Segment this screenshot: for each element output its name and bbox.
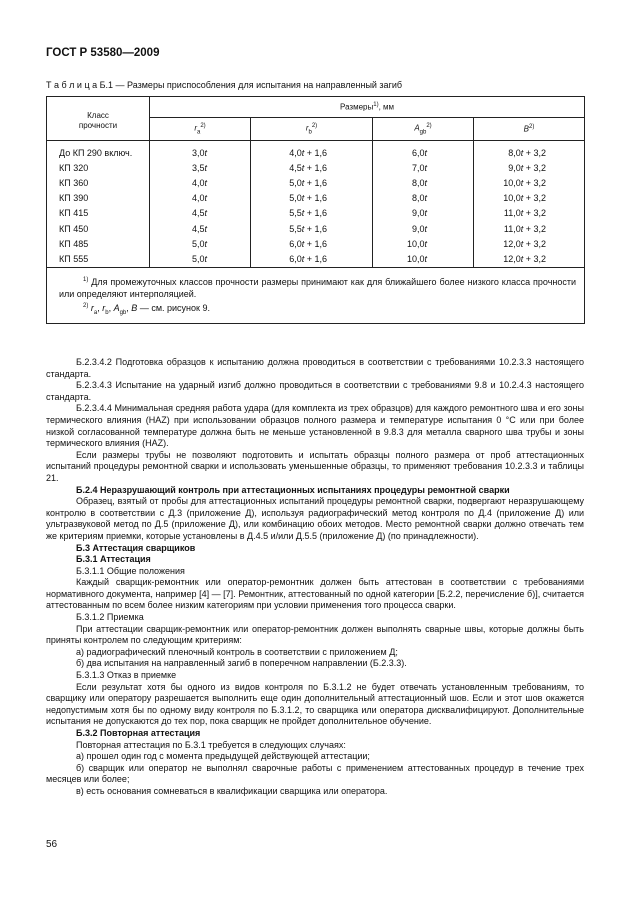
cell-agb — [373, 221, 474, 236]
table-row — [47, 206, 585, 221]
table-body — [47, 141, 585, 268]
page-header: ГОСТ Р 53580—2009 — [46, 47, 160, 59]
cell-b — [474, 221, 585, 236]
cell-strength-class: До КП 290 включ. — [47, 141, 150, 161]
cell-value: 5,0 — [191, 238, 205, 249]
cell-ra — [150, 191, 251, 206]
cell-value: 4,0 — [289, 147, 302, 158]
cell-var-t: t — [424, 223, 427, 234]
cell-suffix: + 3,2 — [523, 147, 547, 158]
var-subscript: a — [196, 129, 201, 136]
cell-var-t: t — [204, 208, 207, 219]
cell-value: 6,0 — [289, 253, 302, 264]
heading-b3: Б.3 Аттестация сварщиков — [76, 542, 196, 553]
cell-value: 5,0 — [191, 253, 205, 264]
var-subscript: a — [93, 309, 98, 316]
cell-value: 10,0 — [406, 238, 425, 249]
cell-value: 3,0 — [191, 147, 205, 158]
cell-value: 7,0 — [411, 162, 425, 173]
paragraph-ndt: Образец, взятый от пробы для аттестационных испытаний процедуры ремонтной сварки, подвергают неразрушающему контролю в соответствии с Д.3 (приложение Д), используя радиографический метод контроля по Д.4 (приложение Д) или ультразвуковой метод по Д.5 (приложение Д), или комбинацию обоих методов. Место ремонтной сварки должно отвечать тем же критериям приемки, которые установлены в Д.4.5 и/или Д.5.5 (приложение Д) (по принадлежности). — [46, 496, 584, 541]
cell-var-t: t — [301, 238, 305, 249]
page-number: 56 — [46, 839, 58, 850]
cell-suffix: + 1,6 — [304, 147, 327, 158]
var-symbol: r — [305, 123, 309, 133]
cell-value: 5,0 — [289, 193, 302, 204]
cell-var-t: t — [204, 223, 207, 234]
dimensions-table — [46, 96, 585, 324]
header-class-line2: прочности — [78, 121, 118, 130]
footnote-2: $^{2)}$ $r_a$, $r_b$, $A_{gb}$, B — см. рисунок 9. — [83, 302, 210, 316]
cell-value: 9,0 — [411, 223, 425, 234]
cell-b — [474, 206, 585, 221]
cell-b — [474, 236, 585, 251]
cell-value: 6,0 — [411, 147, 425, 158]
cell-value: 10,0 — [503, 193, 521, 204]
cell-value: 4,5 — [191, 223, 205, 234]
cell-strength-class: КП 450 — [47, 221, 150, 236]
cell-value: 6,0 — [289, 238, 302, 249]
cell-agb — [373, 160, 474, 175]
cell-strength-class: КП 485 — [47, 236, 150, 251]
cell-value: 4,0 — [191, 177, 205, 188]
cell-agb — [373, 191, 474, 206]
cell-value: 4,5 — [191, 208, 205, 219]
cell-agb — [373, 175, 474, 190]
cell-var-t: t — [424, 208, 427, 219]
table-row — [47, 191, 585, 206]
cell-value: 5,5 — [289, 208, 302, 219]
paragraph-rejection: Если результат хотя бы одного из видов контроля по Б.3.1.2 не будет отвечать установленным требованиям, то сварщику или оператору разрешается выполнить еще один дополнительный аттестационный шов. Если и этот шов окажется недопустимым хотя бы по одному виду контроля по Б.3.1.2, то сварщика или оператора дисквалифицируют. Дополнительные испытания не допускаются до тех пор, пока сварщик не пройдет дополнительное обучение. — [46, 681, 584, 727]
var-symbol: r — [102, 302, 106, 313]
table-footnotes — [47, 267, 585, 324]
list-item-b: б) два испытания на направленный загиб в поперечном направлении (Б.2.3.3). — [76, 658, 407, 669]
cell-var-t: t — [204, 177, 207, 188]
cell-agb — [373, 206, 474, 221]
cell-var-t: t — [520, 147, 524, 158]
var-footnote-mark: 2) — [529, 124, 535, 131]
header-sizes — [150, 97, 585, 118]
cell-value: 8,0 — [508, 147, 521, 158]
cell-b — [474, 160, 585, 175]
var-symbol: A — [414, 123, 420, 133]
var-footnote-mark: 2) — [311, 122, 318, 129]
cell-strength-class: КП 415 — [47, 206, 150, 221]
cell-b — [474, 175, 585, 190]
cell-rb — [251, 141, 373, 161]
cell-rb — [251, 236, 373, 251]
cell-var-t: t — [520, 238, 524, 249]
cell-var-t: t — [424, 238, 427, 249]
var-subscript: gb — [419, 129, 427, 136]
heading-b32: Б.3.2 Повторная аттестация — [76, 728, 201, 738]
var-symbol: A — [113, 302, 120, 313]
cell-var-t: t — [301, 162, 305, 173]
cell-ra — [150, 141, 251, 161]
cell-var-t: t — [520, 162, 524, 173]
heading-b24: Б.2.4 Неразрушающий контроль при аттестационных испытаниях процедуры ремонтной сварки — [76, 484, 510, 495]
cell-strength-class: КП 390 — [47, 191, 150, 206]
cell-rb — [251, 191, 373, 206]
cell-value: 11,0 — [503, 223, 521, 234]
cell-var-t: t — [520, 253, 524, 264]
table-row — [47, 221, 585, 236]
header-ra — [150, 118, 251, 141]
cell-var-t: t — [424, 147, 427, 158]
var-subscript: b — [308, 129, 312, 136]
table-row — [47, 175, 585, 190]
paragraph-welder-qualification: Каждый сварщик-ремонтник или оператор-ремонтник должен быть аттестован в соответствии с требованиями нормативного документа, например [4] — [7]. Ремонтник, аттестованный по одной категории [Б.2.2, перечисление б)], считается аттестованным по всем более низким категориям при условии применения того процесса сварки. — [46, 577, 584, 611]
cell-value: 10,0 — [406, 253, 425, 264]
cell-suffix: + 3,2 — [523, 253, 547, 264]
cell-var-t: t — [301, 253, 305, 264]
cell-ra — [150, 160, 251, 175]
var-subscript: b — [105, 309, 109, 316]
cell-var-t: t — [204, 162, 207, 173]
cell-b — [474, 251, 585, 267]
cell-agb — [373, 141, 474, 161]
cell-strength-class: КП 360 — [47, 175, 150, 190]
cell-rb — [251, 175, 373, 190]
cell-ra — [150, 236, 251, 251]
cell-value: 12,0 — [503, 238, 521, 249]
cell-rb — [251, 160, 373, 175]
cell-value: 5,0 — [289, 177, 302, 188]
heading-b313: Б.3.1.3 Отказ в приемке — [76, 670, 177, 681]
cell-value: 11,0 — [503, 208, 521, 219]
cell-suffix: + 1,6 — [304, 253, 327, 264]
header-sizes-label: Размеры — [340, 102, 374, 112]
header-sizes-sup: 1) — [373, 102, 379, 109]
cell-var-t: t — [520, 193, 524, 204]
cell-rb — [251, 221, 373, 236]
var-symbol: r — [90, 302, 94, 313]
cell-suffix: + 1,6 — [304, 238, 327, 249]
cell-var-t: t — [520, 177, 524, 188]
cell-value: 4,0 — [191, 193, 205, 204]
cell-value: 10,0 — [503, 177, 521, 188]
list-item-a: а) радиографический пленочный контроль в соответствии с приложением Д; — [76, 646, 398, 657]
var-symbol: r — [194, 123, 197, 133]
cell-var-t: t — [204, 193, 207, 204]
cell-suffix: + 3,2 — [523, 208, 547, 219]
heading-b31: Б.3.1 Аттестация — [76, 554, 151, 565]
footnote-1: $^{1)}$ Для промежуточных классов прочности размеры принимают как для ближайшего более низкого класса прочности или определяют интерполяцией. — [59, 276, 577, 299]
cell-var-t: t — [424, 162, 427, 173]
paragraph-b2343: Б.2.3.4.3 Испытание на ударный изгиб должно проводиться в соответствии с требованиями 9.8 и 10.2.4.3 настоящего стандарта. — [46, 380, 584, 402]
cell-value: 4,5 — [289, 162, 302, 173]
header-sizes-unit: , мм — [378, 102, 395, 112]
requal-item-a: а) прошел один год с момента предыдущей действующей аттестации; — [76, 751, 370, 762]
footnote-2-variables: $r_a$, $r_b$, $A_{gb}$, B — [90, 302, 138, 316]
cell-b — [474, 191, 585, 206]
cell-ra — [150, 206, 251, 221]
header-strength-class — [47, 97, 150, 141]
var-footnote-mark: 2) — [426, 122, 432, 129]
cell-agb — [373, 251, 474, 267]
var-subscript: gb — [119, 309, 127, 316]
table-row — [47, 141, 585, 161]
table-row — [47, 236, 585, 251]
requal-item-b: б) сварщик или оператор не выполнял сварочные работы с применением аттестованных процедур в течение трех месяцев или более; — [46, 762, 584, 785]
cell-value: 9,0 — [411, 208, 425, 219]
paragraph-specimen-size: Если размеры трубы не позволяют подготовить и испытать образцы полного размера от проб аттестационных испытаний процедуры ремонтной сварки и использовать уменьшенные образцы, то применяют требования 10.2.3.3 и таблицы 21. — [46, 449, 584, 483]
heading-b311: Б.3.1.1 Общие положения — [76, 565, 185, 576]
cell-value: 12,0 — [503, 253, 521, 264]
cell-var-t: t — [204, 253, 207, 264]
cell-var-t: t — [301, 193, 305, 204]
cell-ra — [150, 251, 251, 267]
body-text — [46, 357, 584, 798]
cell-var-t: t — [204, 147, 207, 158]
header-b — [474, 118, 585, 141]
cell-suffix: + 1,6 — [304, 193, 327, 204]
cell-var-t: t — [520, 223, 524, 234]
cell-suffix: + 1,6 — [304, 208, 327, 219]
cell-suffix: + 1,6 — [304, 162, 327, 173]
cell-var-t: t — [424, 177, 427, 188]
cell-rb — [251, 251, 373, 267]
cell-strength-class: КП 320 — [47, 160, 150, 175]
cell-suffix: + 3,2 — [523, 193, 547, 204]
cell-ra — [150, 221, 251, 236]
table-row — [47, 251, 585, 267]
heading-b312: Б.3.1.2 Приемка — [76, 612, 144, 623]
paragraph-b2342: Б.2.3.4.2 Подготовка образцов к испытанию должна проводиться в соответствии с требованиями 10.2.3.3 настоящего стандарта. — [46, 357, 584, 379]
cell-suffix: + 3,2 — [523, 223, 547, 234]
cell-var-t: t — [424, 193, 427, 204]
cell-var-t: t — [301, 147, 305, 158]
var-symbol: B — [523, 124, 530, 134]
table-caption: Т а б л и ц а Б.1 — Размеры приспособления для испытания на направленный загиб — [46, 80, 403, 90]
cell-var-t: t — [424, 253, 427, 264]
cell-suffix: + 1,6 — [304, 177, 327, 188]
cell-rb — [251, 206, 373, 221]
cell-value: 8,0 — [411, 193, 425, 204]
cell-var-t: t — [301, 208, 305, 219]
cell-suffix: + 1,6 — [304, 223, 327, 234]
var-footnote-mark: 2) — [200, 122, 206, 129]
cell-suffix: + 3,2 — [523, 162, 547, 173]
header-agb — [373, 118, 474, 141]
cell-suffix: + 3,2 — [523, 177, 547, 188]
cell-var-t: t — [204, 238, 207, 249]
requal-item-c: в) есть основания сомневаться в квалификации сварщика или оператора. — [76, 785, 388, 796]
cell-value: 3,5 — [191, 162, 205, 173]
cell-agb — [373, 236, 474, 251]
cell-strength-class: КП 555 — [47, 251, 150, 267]
cell-suffix: + 3,2 — [523, 238, 547, 249]
cell-value: 8,0 — [411, 177, 425, 188]
cell-ra — [150, 175, 251, 190]
cell-value: 5,5 — [289, 223, 302, 234]
dimensions-table-container — [46, 96, 584, 324]
cell-var-t: t — [520, 208, 524, 219]
cell-var-t: t — [301, 177, 305, 188]
table-row — [47, 160, 585, 175]
var-symbol: B — [131, 302, 138, 313]
header-rb — [251, 118, 373, 141]
paragraph-b2344: Б.2.3.4.4 Минимальная средняя работа удара (для комплекта из трех образцов) для каждого ремонтного шва и его зоны термического влияния (HAZ) при использовании образцов полного размера и температуре испытания 0 °С или при более низкой согласованной температуре должна быть не меньше установленной в 9.8.3 для металла сварного шва трубы и зоны термического влияния (HAZ). — [46, 403, 584, 449]
cell-value: 9,0 — [508, 162, 521, 173]
header-class-line1: Класс — [87, 111, 109, 120]
paragraph-acceptance: При аттестации сварщик-ремонтник или оператор-ремонтник должен выполнять сварные швы, которые должны быть приняты контролем по следующим критериям: — [46, 623, 584, 646]
cell-var-t: t — [301, 223, 305, 234]
cell-b — [474, 141, 585, 161]
paragraph-requalification: Повторная аттестация по Б.3.1 требуется в следующих случаях: — [76, 739, 346, 750]
